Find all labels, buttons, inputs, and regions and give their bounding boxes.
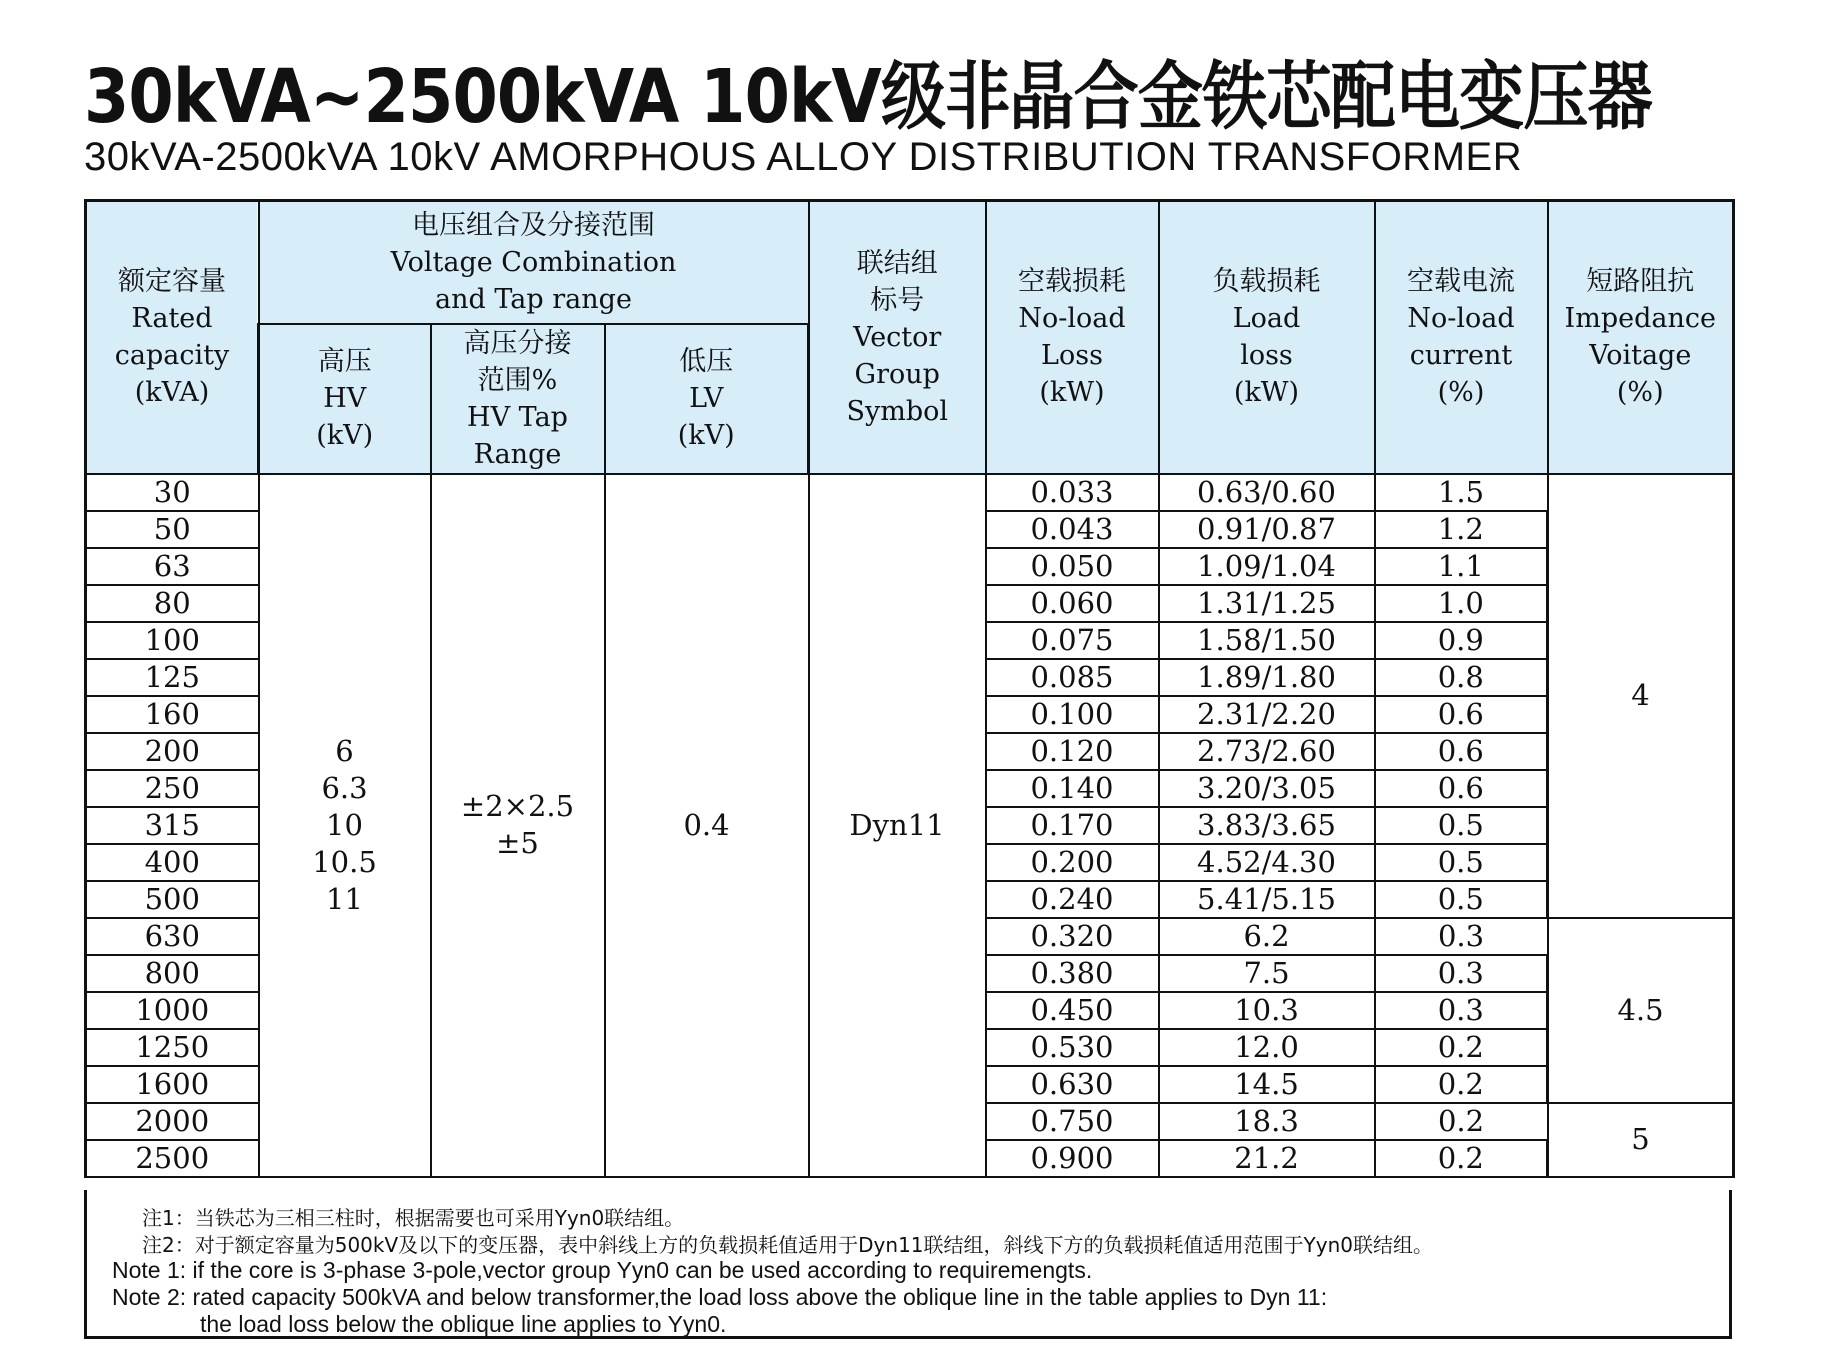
cell-capacity: 30 xyxy=(86,474,259,511)
header-no-load-current: 空载电流 No-load current (%) xyxy=(1375,201,1548,474)
cell-hv-tap-merged xyxy=(431,474,605,1177)
cell-no-load-current: 0.8 xyxy=(1375,659,1548,696)
cell-no-load-current: 0.3 xyxy=(1375,992,1548,1029)
cell-no-load-current: 0.2 xyxy=(1375,1029,1548,1066)
cell-load-loss: 4.52/4.30 xyxy=(1159,844,1375,881)
cell-load-loss: 1.31/1.25 xyxy=(1159,585,1375,622)
cell-load-loss: 0.63/0.60 xyxy=(1159,474,1375,511)
cell-load-loss: 0.91/0.87 xyxy=(1159,511,1375,548)
cell-no-load-loss: 0.530 xyxy=(986,1029,1159,1066)
cell-no-load-loss: 0.240 xyxy=(986,881,1159,918)
hv-tap-value: ±5 xyxy=(496,826,539,860)
cell-load-loss: 3.83/3.65 xyxy=(1159,807,1375,844)
cell-no-load-loss: 0.050 xyxy=(986,548,1159,585)
cell-load-loss: 2.31/2.20 xyxy=(1159,696,1375,733)
cell-no-load-current: 1.0 xyxy=(1375,585,1548,622)
cell-capacity: 1250 xyxy=(86,1029,259,1066)
cell-no-load-current: 0.3 xyxy=(1375,955,1548,992)
table-row xyxy=(86,474,1734,511)
cell-load-loss: 2.73/2.60 xyxy=(1159,733,1375,770)
cell-capacity: 1600 xyxy=(86,1066,259,1103)
cell-no-load-current: 0.3 xyxy=(1375,918,1548,955)
header-lv: 低压 LV (kV) xyxy=(605,324,809,474)
cell-impedance-merged: 4 xyxy=(1548,474,1734,918)
cell-hv-merged xyxy=(259,474,431,1177)
cell-no-load-loss: 0.120 xyxy=(986,733,1159,770)
cell-no-load-loss: 0.630 xyxy=(986,1066,1159,1103)
cell-no-load-current: 0.9 xyxy=(1375,622,1548,659)
cell-capacity: 200 xyxy=(86,733,259,770)
header-impedance: 短路阻抗 Impedance Voitage (%) xyxy=(1548,201,1734,474)
cell-capacity: 63 xyxy=(86,548,259,585)
hv-value: 10 xyxy=(326,807,363,842)
cell-no-load-loss: 0.075 xyxy=(986,622,1159,659)
cell-load-loss: 6.2 xyxy=(1159,918,1375,955)
cell-no-load-loss: 0.033 xyxy=(986,474,1159,511)
cell-capacity: 125 xyxy=(86,659,259,696)
cell-no-load-loss: 0.450 xyxy=(986,992,1159,1029)
header-load-loss: 负载损耗 Load loss (kW) xyxy=(1159,201,1375,474)
note-en-1: Note 1: if the core is 3-phase 3-pole,vector group Yyn0 can be used according to requiremengts. xyxy=(112,1257,1093,1283)
cell-capacity: 800 xyxy=(86,955,259,992)
cell-capacity: 500 xyxy=(86,881,259,918)
header-no-load-loss: 空载损耗 No-load Loss (kW) xyxy=(986,201,1159,474)
cell-load-loss: 1.09/1.04 xyxy=(1159,548,1375,585)
cell-no-load-current: 0.5 xyxy=(1375,807,1548,844)
cell-no-load-current: 0.5 xyxy=(1375,844,1548,881)
cell-no-load-current: 1.2 xyxy=(1375,511,1548,548)
hv-value: 6.3 xyxy=(321,770,368,805)
hv-value: 10.5 xyxy=(312,844,377,879)
cell-no-load-loss: 0.140 xyxy=(986,770,1159,807)
cell-no-load-loss: 0.170 xyxy=(986,807,1159,844)
cell-capacity: 160 xyxy=(86,696,259,733)
cell-load-loss: 18.3 xyxy=(1159,1103,1375,1140)
cell-vector-group-merged: Dyn11 xyxy=(809,474,986,1177)
cell-capacity: 50 xyxy=(86,511,259,548)
page-subtitle: 30kVA-2500kVA 10kV AMORPHOUS ALLOY DISTRIBUTION TRANSFORMER xyxy=(84,135,1523,179)
cell-capacity: 1000 xyxy=(86,992,259,1029)
page-title: 30kVA~2500kVA 10kV级非晶合金铁芯配电变压器 xyxy=(84,54,1652,140)
cell-no-load-current: 0.5 xyxy=(1375,881,1548,918)
cell-no-load-loss: 0.085 xyxy=(986,659,1159,696)
cell-lv-merged: 0.4 xyxy=(605,474,809,1177)
cell-no-load-loss: 0.750 xyxy=(986,1103,1159,1140)
cell-no-load-current: 1.1 xyxy=(1375,548,1548,585)
cell-no-load-current: 1.5 xyxy=(1375,474,1548,511)
cell-capacity: 250 xyxy=(86,770,259,807)
cell-load-loss: 7.5 xyxy=(1159,955,1375,992)
cell-no-load-current: 0.6 xyxy=(1375,696,1548,733)
note-cn-2: 注2：对于额定容量为500kV及以下的变压器，表中斜线上方的负载损耗值适用于Dyn11联结组，斜线下方的负载损耗值适用范围于Yyn0联结组。 xyxy=(142,1233,1433,1257)
cell-load-loss: 14.5 xyxy=(1159,1066,1375,1103)
hv-tap-value: ±2×2.5 xyxy=(460,789,575,823)
cell-load-loss: 12.0 xyxy=(1159,1029,1375,1066)
note-en-3: the load loss below the oblique line applies to Yyn0. xyxy=(200,1311,727,1337)
cell-no-load-loss: 0.060 xyxy=(986,585,1159,622)
hv-value: 11 xyxy=(326,881,363,916)
cell-no-load-current: 0.6 xyxy=(1375,733,1548,770)
header-hv: 高压 HV (kV) xyxy=(259,324,431,474)
cell-capacity: 315 xyxy=(86,807,259,844)
hv-value: 6 xyxy=(335,733,354,768)
header-voltage-combination: 电压组合及分接范围 Voltage Combination and Tap range xyxy=(259,201,809,324)
cell-load-loss: 1.89/1.80 xyxy=(1159,659,1375,696)
cell-no-load-loss: 0.320 xyxy=(986,918,1159,955)
cell-load-loss: 1.58/1.50 xyxy=(1159,622,1375,659)
cell-no-load-current: 0.2 xyxy=(1375,1066,1548,1103)
cell-impedance-merged: 5 xyxy=(1548,1103,1734,1177)
cell-no-load-loss: 0.900 xyxy=(986,1140,1159,1177)
header-rated-capacity: 额定容量 Rated capacity (kVA) xyxy=(86,201,259,474)
table-body xyxy=(86,474,1734,1177)
cell-no-load-current: 0.6 xyxy=(1375,770,1548,807)
cell-capacity: 2500 xyxy=(86,1140,259,1177)
cell-no-load-loss: 0.100 xyxy=(986,696,1159,733)
header-hv-tap: 高压分接 范围% HV Tap Range xyxy=(431,324,605,474)
cell-no-load-loss: 0.043 xyxy=(986,511,1159,548)
cell-no-load-loss: 0.380 xyxy=(986,955,1159,992)
cell-impedance-merged: 4.5 xyxy=(1548,918,1734,1103)
cell-capacity: 630 xyxy=(86,918,259,955)
cell-capacity: 2000 xyxy=(86,1103,259,1140)
cell-no-load-current: 0.2 xyxy=(1375,1140,1548,1177)
note-cn-1: 注1：当铁芯为三相三柱时，根据需要也可采用Yyn0联结组。 xyxy=(142,1206,685,1230)
header-vector-group: 联结组 标号 Vector Group Symbol xyxy=(809,201,986,474)
cell-load-loss: 10.3 xyxy=(1159,992,1375,1029)
cell-capacity: 400 xyxy=(86,844,259,881)
cell-load-loss: 3.20/3.05 xyxy=(1159,770,1375,807)
cell-capacity: 80 xyxy=(86,585,259,622)
cell-no-load-current: 0.2 xyxy=(1375,1103,1548,1140)
spec-table xyxy=(84,199,1735,1178)
note-en-2: Note 2: rated capacity 500kVA and below transformer,the load loss above the oblique line in the table applies to Dyn 11: xyxy=(112,1284,1328,1310)
cell-capacity: 100 xyxy=(86,622,259,659)
cell-load-loss: 21.2 xyxy=(1159,1140,1375,1177)
cell-load-loss: 5.41/5.15 xyxy=(1159,881,1375,918)
cell-no-load-loss: 0.200 xyxy=(986,844,1159,881)
